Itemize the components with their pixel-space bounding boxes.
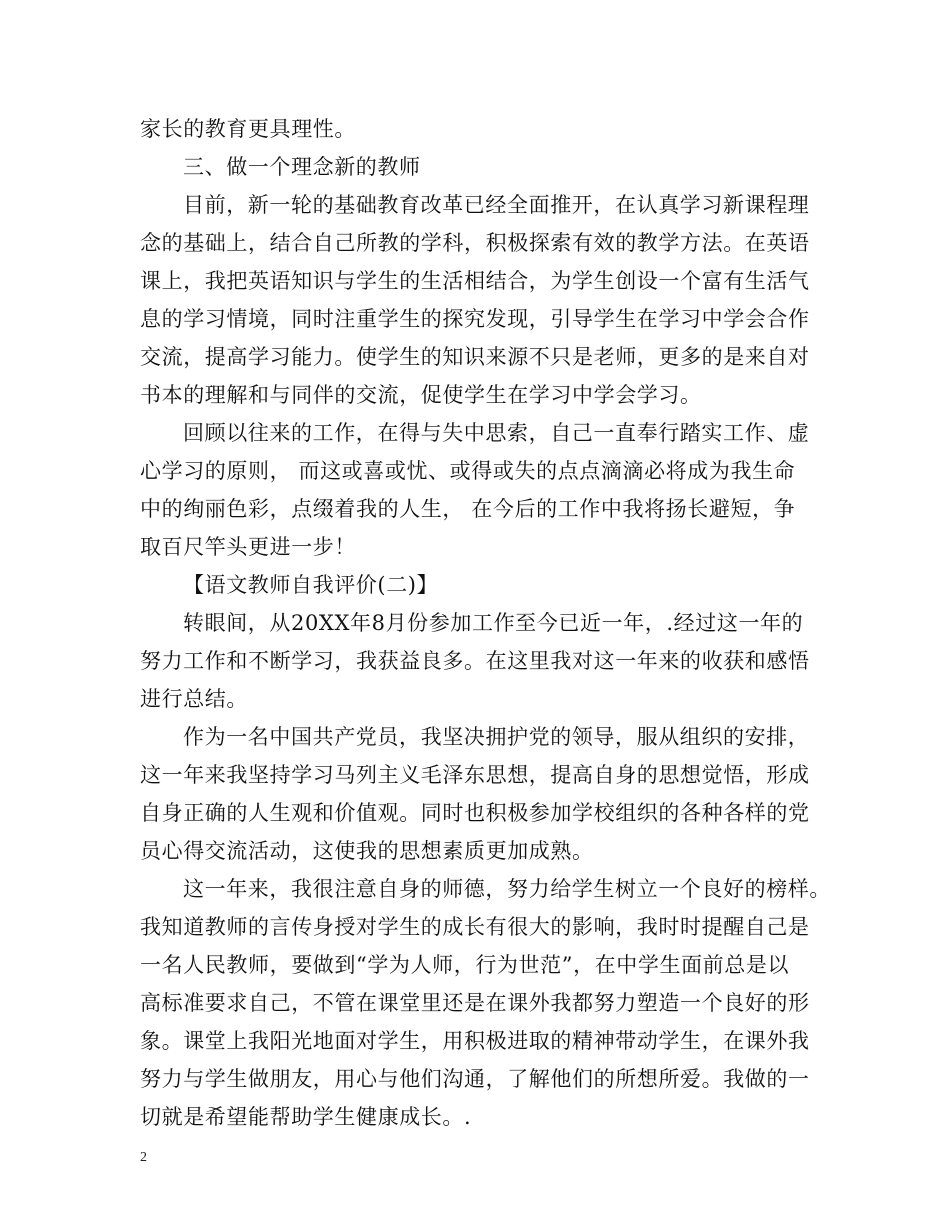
text-line: 取百尺竿头更进一步！	[140, 535, 356, 559]
section-heading: 【语文教师自我评价(二)】	[183, 573, 439, 597]
text-line: 象。课堂上我阳光地面对学生，用积极进取的精神带动学生，在课外我	[140, 1029, 810, 1053]
page-number: 2	[140, 1150, 147, 1165]
text-line: 自身正确的人生观和价值观。同时也积极参加学校组织的各种各样的党	[140, 801, 810, 825]
text-line: 员心得交流活动，这使我的思想素质更加成熟。	[140, 839, 594, 863]
text-line: 中的绚丽色彩，点缀着我的人生， 在今后的工作中我将扬长避短，争	[140, 497, 796, 521]
text-line: 交流，提高学习能力。使学生的知识来源不只是老师，更多的是来自对	[140, 345, 810, 369]
text-line: 息的学习情境，同时注重学生的探究发现，引导学生在学习中学会合作	[140, 307, 810, 331]
text-line: 课上，我把英语知识与学生的生活相结合，为学生创设一个富有生活气	[140, 269, 810, 293]
text-line: 切就是希望能帮助学生健康成长。.	[140, 1105, 472, 1129]
text-line: 念的基础上，结合自己所教的学科，积极探索有效的教学方法。在英语	[140, 231, 810, 255]
text-line: 作为一名中国共产党员，我坚决拥护党的领导，服从组织的安排，	[183, 725, 810, 749]
document-body	[140, 110, 831, 1136]
text-line: 进行总结。	[140, 687, 248, 711]
text-line: 转眼间，从20XX年8月份参加工作至今已近一年，.经过这一年的	[183, 611, 804, 635]
text-line: 努力工作和不断学习，我获益良多。在这里我对这一年来的收获和感悟	[140, 649, 810, 673]
text-line: 心学习的原则， 而这或喜或忧、或得或失的点点滴滴必将成为我生命	[140, 459, 796, 483]
text-line: 我知道教师的言传身授对学生的成长有很大的影响，我时时提醒自己是	[140, 915, 810, 939]
text-line: 家长的教育更具理性。	[140, 117, 356, 141]
text-line: 一名人民教师，要做到“学为人师，行为世范”，在中学生面前总是以	[140, 953, 790, 977]
text-line: 这一年来，我很注意自身的师德，努力给学生树立一个良好的榜样。	[183, 877, 831, 901]
text-line: 努力与学生做朋友，用心与他们沟通，了解他们的所想所爱。我做的一	[140, 1067, 810, 1091]
text-line: 这一年来我坚持学习马列主义毛泽东思想，提高自身的思想觉悟，形成	[140, 763, 810, 787]
text-line: 高标准要求自己，不管在课堂里还是在课外我都努力塑造一个良好的形	[140, 991, 810, 1015]
text-line: 目前，新一轮的基础教育改革已经全面推开，在认真学习新课程理	[183, 193, 810, 217]
section-heading: 三、做一个理念新的教师	[183, 155, 421, 179]
text-line: 书本的理解和与同伴的交流，促使学生在学习中学会学习。	[140, 383, 702, 407]
text-line: 回顾以往来的工作，在得与失中思索，自己一直奉行踏实工作、虚	[183, 421, 810, 445]
